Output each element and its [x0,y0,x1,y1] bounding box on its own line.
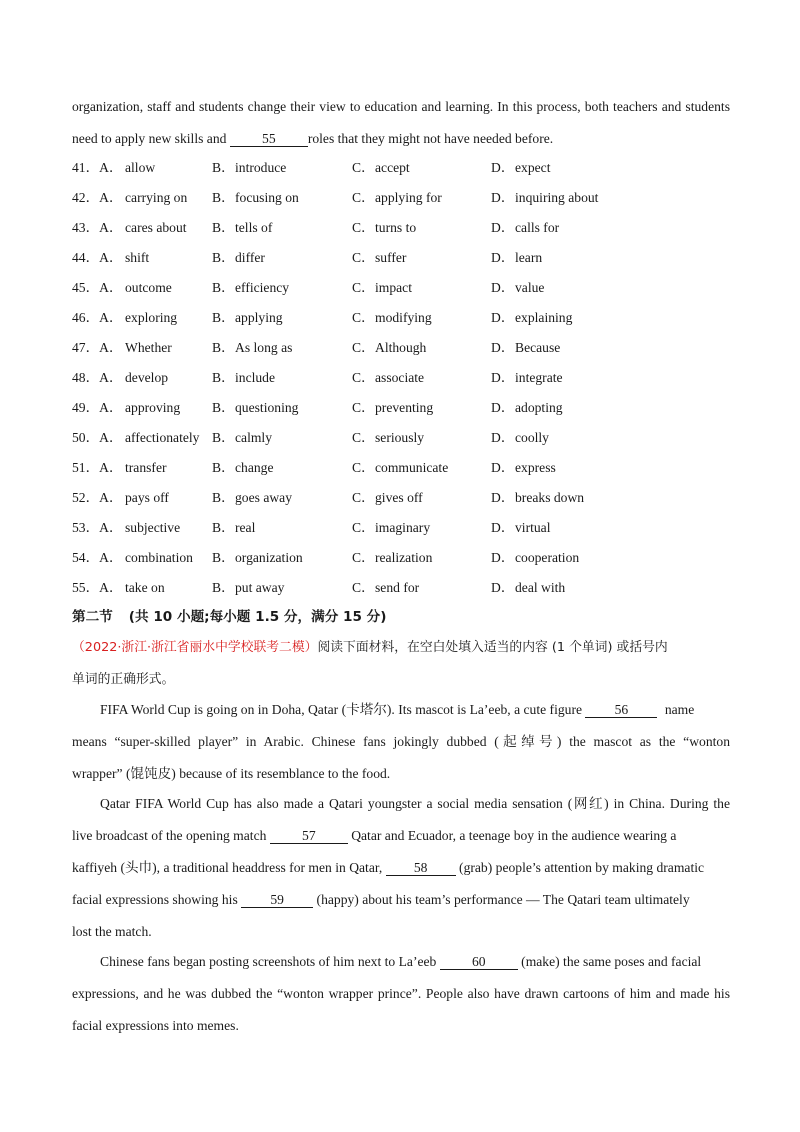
passage-line: facial expressions into memes. [72,1018,239,1033]
option-c-letter: C． [352,220,375,235]
option-a: exploring [125,310,178,325]
question-row [72,160,732,176]
option-c-letter: C． [352,550,375,565]
question-number: 43．A． [72,220,123,235]
option-c: impact [375,280,412,295]
option-c: accept [375,160,410,175]
option-b-letter: B． [212,490,235,505]
option-c-letter: C． [352,250,375,265]
option-a: subjective [125,520,181,535]
option-b-letter: B． [212,250,235,265]
option-b: include [235,370,276,385]
option-b: differ [235,250,265,265]
option-a: Whether [125,340,172,355]
question-row [72,370,732,386]
text-segment: Chinese fans began posting screenshots of him next to La’eeb [100,954,440,969]
option-b: applying [235,310,283,325]
instruction-line [72,640,730,656]
question-row [72,280,732,296]
option-c-letter: C． [352,310,375,325]
section-title: 第二节 [72,609,113,625]
option-d: virtual [515,520,551,535]
option-d: cooperation [515,550,580,565]
question-number: 51．A． [72,460,123,475]
option-c: modifying [375,310,432,325]
option-c-letter: C． [352,190,375,205]
question-number: 50．A． [72,430,123,445]
option-c: gives off [375,490,423,505]
passage-line: lost the match. [72,924,152,939]
option-a: take on [125,580,165,595]
passage-line [100,702,730,718]
option-c: turns to [375,220,417,235]
text-segment: FIFA World Cup is going on in Doha, Qatar (卡塔尔). Its mascot is La’eeb, a cute figure [100,702,586,717]
option-c-letter: C． [352,160,375,175]
question-number: 44．A． [72,250,123,265]
option-c: Although [375,340,427,355]
question-number: 54．A． [72,550,123,565]
option-b: focusing on [235,190,299,205]
option-d: breaks down [515,490,585,505]
option-b-letter: B． [212,460,235,475]
text-segment: (make) the same poses and facial [517,954,702,969]
passage-line: wrapper” (馄饨皮) because of its resemblance to the food. [72,766,391,781]
text-segment: live broadcast of the opening match [72,828,270,843]
option-d: adopting [515,400,563,415]
option-c: seriously [375,430,425,445]
question-number: 52．A． [72,490,123,505]
option-c-letter: C． [352,460,375,475]
option-d: expect [515,160,551,175]
option-b-letter: B． [212,520,235,535]
option-d-letter: D． [491,190,515,205]
question-number: 49．A． [72,400,123,415]
text-segment: name [661,702,695,717]
option-d: value [515,280,545,295]
blank-59: 59 [241,893,313,908]
question-row [72,310,732,326]
option-a: shift [125,250,150,265]
blank-60: 60 [440,955,518,970]
option-b: calmly [235,430,272,445]
option-b-letter: B． [212,280,235,295]
option-d-letter: D． [491,280,515,295]
option-d-letter: D． [491,370,515,385]
passage-line: means “super-skilled player” in Arabic. Chinese fans jokingly dubbed (起绰号) the mascot as the “wonton [72,734,730,749]
instruction-text: 阅读下面材料，在空白处填入适当的内容 (1 个单词) 或括号内 [317,640,668,655]
option-c-letter: C． [352,340,375,355]
passage-line [72,828,730,844]
question-row [72,580,732,596]
text-segment: Qatar and Ecuador, a teenage boy in the audience wearing a [347,828,677,843]
option-c-letter: C． [352,370,375,385]
option-a: affectionately [125,430,200,445]
option-d: deal with [515,580,566,595]
section-heading [72,609,386,625]
option-b-letter: B． [212,370,235,385]
instruction-line: 单词的正确形式。 [72,672,175,687]
question-row [72,430,732,446]
option-c: imaginary [375,520,431,535]
blank-55: 55 [230,132,308,147]
option-d-letter: D． [491,460,515,475]
question-number: 47．A． [72,340,123,355]
option-a: transfer [125,460,167,475]
text-segment: (happy) about his team’s performance — The Qatari team ultimately [313,892,690,907]
option-d-letter: D． [491,160,515,175]
question-row [72,250,732,266]
question-number: 55．A． [72,580,123,595]
option-c: applying for [375,190,442,205]
text-segment: roles that they might not have needed before. [307,131,554,146]
option-b: introduce [235,160,287,175]
option-a: combination [125,550,193,565]
passage-line: Qatar FIFA World Cup has also made a Qatari youngster a social media sensation (网红) in China. During the [100,796,730,811]
option-b: tells of [235,220,273,235]
blank-58: 58 [386,861,456,876]
option-b-letter: B． [212,400,235,415]
question-number: 46．A． [72,310,123,325]
option-a: allow [125,160,156,175]
option-c-letter: C． [352,280,375,295]
option-b: efficiency [235,280,290,295]
question-row [72,190,732,206]
question-row [72,400,732,416]
passage-line: expressions, and he was dubbed the “wonton wrapper prince”. People also have drawn cartoons of him and made his [72,986,730,1001]
text-segment: (grab) people’s attention by making dramatic [455,860,705,875]
passage-line [72,892,730,908]
option-a: develop [125,370,169,385]
option-b-letter: B． [212,160,235,175]
question-number: 53．A． [72,520,123,535]
option-c: suffer [375,250,407,265]
option-b: change [235,460,274,475]
option-b: put away [235,580,285,595]
question-row [72,460,732,476]
question-number: 45．A． [72,280,123,295]
text-segment: facial expressions showing his [72,892,242,907]
option-a: pays off [125,490,169,505]
option-b-letter: B． [212,550,235,565]
option-d: express [515,460,556,475]
blank-57: 57 [270,829,348,844]
option-b: goes away [235,490,292,505]
option-a: approving [125,400,181,415]
option-c: send for [375,580,420,595]
text-segment: kaffiyeh (头巾), a traditional headdress for men in Qatar, [72,860,386,875]
option-d: learn [515,250,543,265]
option-b-letter: B． [212,190,235,205]
source-label: （2022·浙江·浙江省丽水中学校联考二模） [72,640,318,655]
paragraph-line [72,131,730,147]
option-c: preventing [375,400,434,415]
option-b: As long as [235,340,293,355]
option-b-letter: B． [212,310,235,325]
option-d: integrate [515,370,563,385]
option-c-letter: C． [352,400,375,415]
option-d-letter: D． [491,250,515,265]
option-c-letter: C． [352,580,375,595]
option-a: carrying on [125,190,188,205]
text-segment: need to apply new skills and [72,131,230,146]
option-d: inquiring about [515,190,599,205]
option-b-letter: B． [212,580,235,595]
option-c: communicate [375,460,449,475]
option-d-letter: D． [491,490,515,505]
option-b: organization [235,550,303,565]
option-d: explaining [515,310,573,325]
paragraph-line: organization, staff and students change their view to education and learning. In this process, both teachers and students [72,99,730,114]
option-d-letter: D． [491,580,515,595]
option-c: associate [375,370,425,385]
question-row [72,490,732,506]
option-d-letter: D． [491,310,515,325]
option-b-letter: B． [212,220,235,235]
option-c-letter: C． [352,430,375,445]
option-d-letter: D． [491,340,515,355]
option-c-letter: C． [352,490,375,505]
option-d-letter: D． [491,520,515,535]
option-d-letter: D． [491,430,515,445]
section-subtitle: (共 10 小题;每小题 1.5 分，满分 15 分) [128,609,387,625]
option-d: coolly [515,430,549,445]
option-d: calls for [515,220,560,235]
option-a: cares about [125,220,187,235]
question-row [72,220,732,236]
passage-line [100,954,730,970]
blank-56: 56 [585,703,657,718]
option-c-letter: C． [352,520,375,535]
question-row [72,550,732,566]
option-b: questioning [235,400,299,415]
option-d: Because [515,340,561,355]
question-number: 42．A． [72,190,123,205]
option-b-letter: B． [212,340,235,355]
option-c: realization [375,550,433,565]
option-d-letter: D． [491,220,515,235]
option-b: real [235,520,256,535]
option-d-letter: D． [491,400,515,415]
question-number: 48．A． [72,370,123,385]
question-row [72,520,732,536]
option-a: outcome [125,280,172,295]
passage-line [72,860,730,876]
option-b-letter: B． [212,430,235,445]
question-number: 41．A． [72,160,123,175]
question-row [72,340,732,356]
option-d-letter: D． [491,550,515,565]
